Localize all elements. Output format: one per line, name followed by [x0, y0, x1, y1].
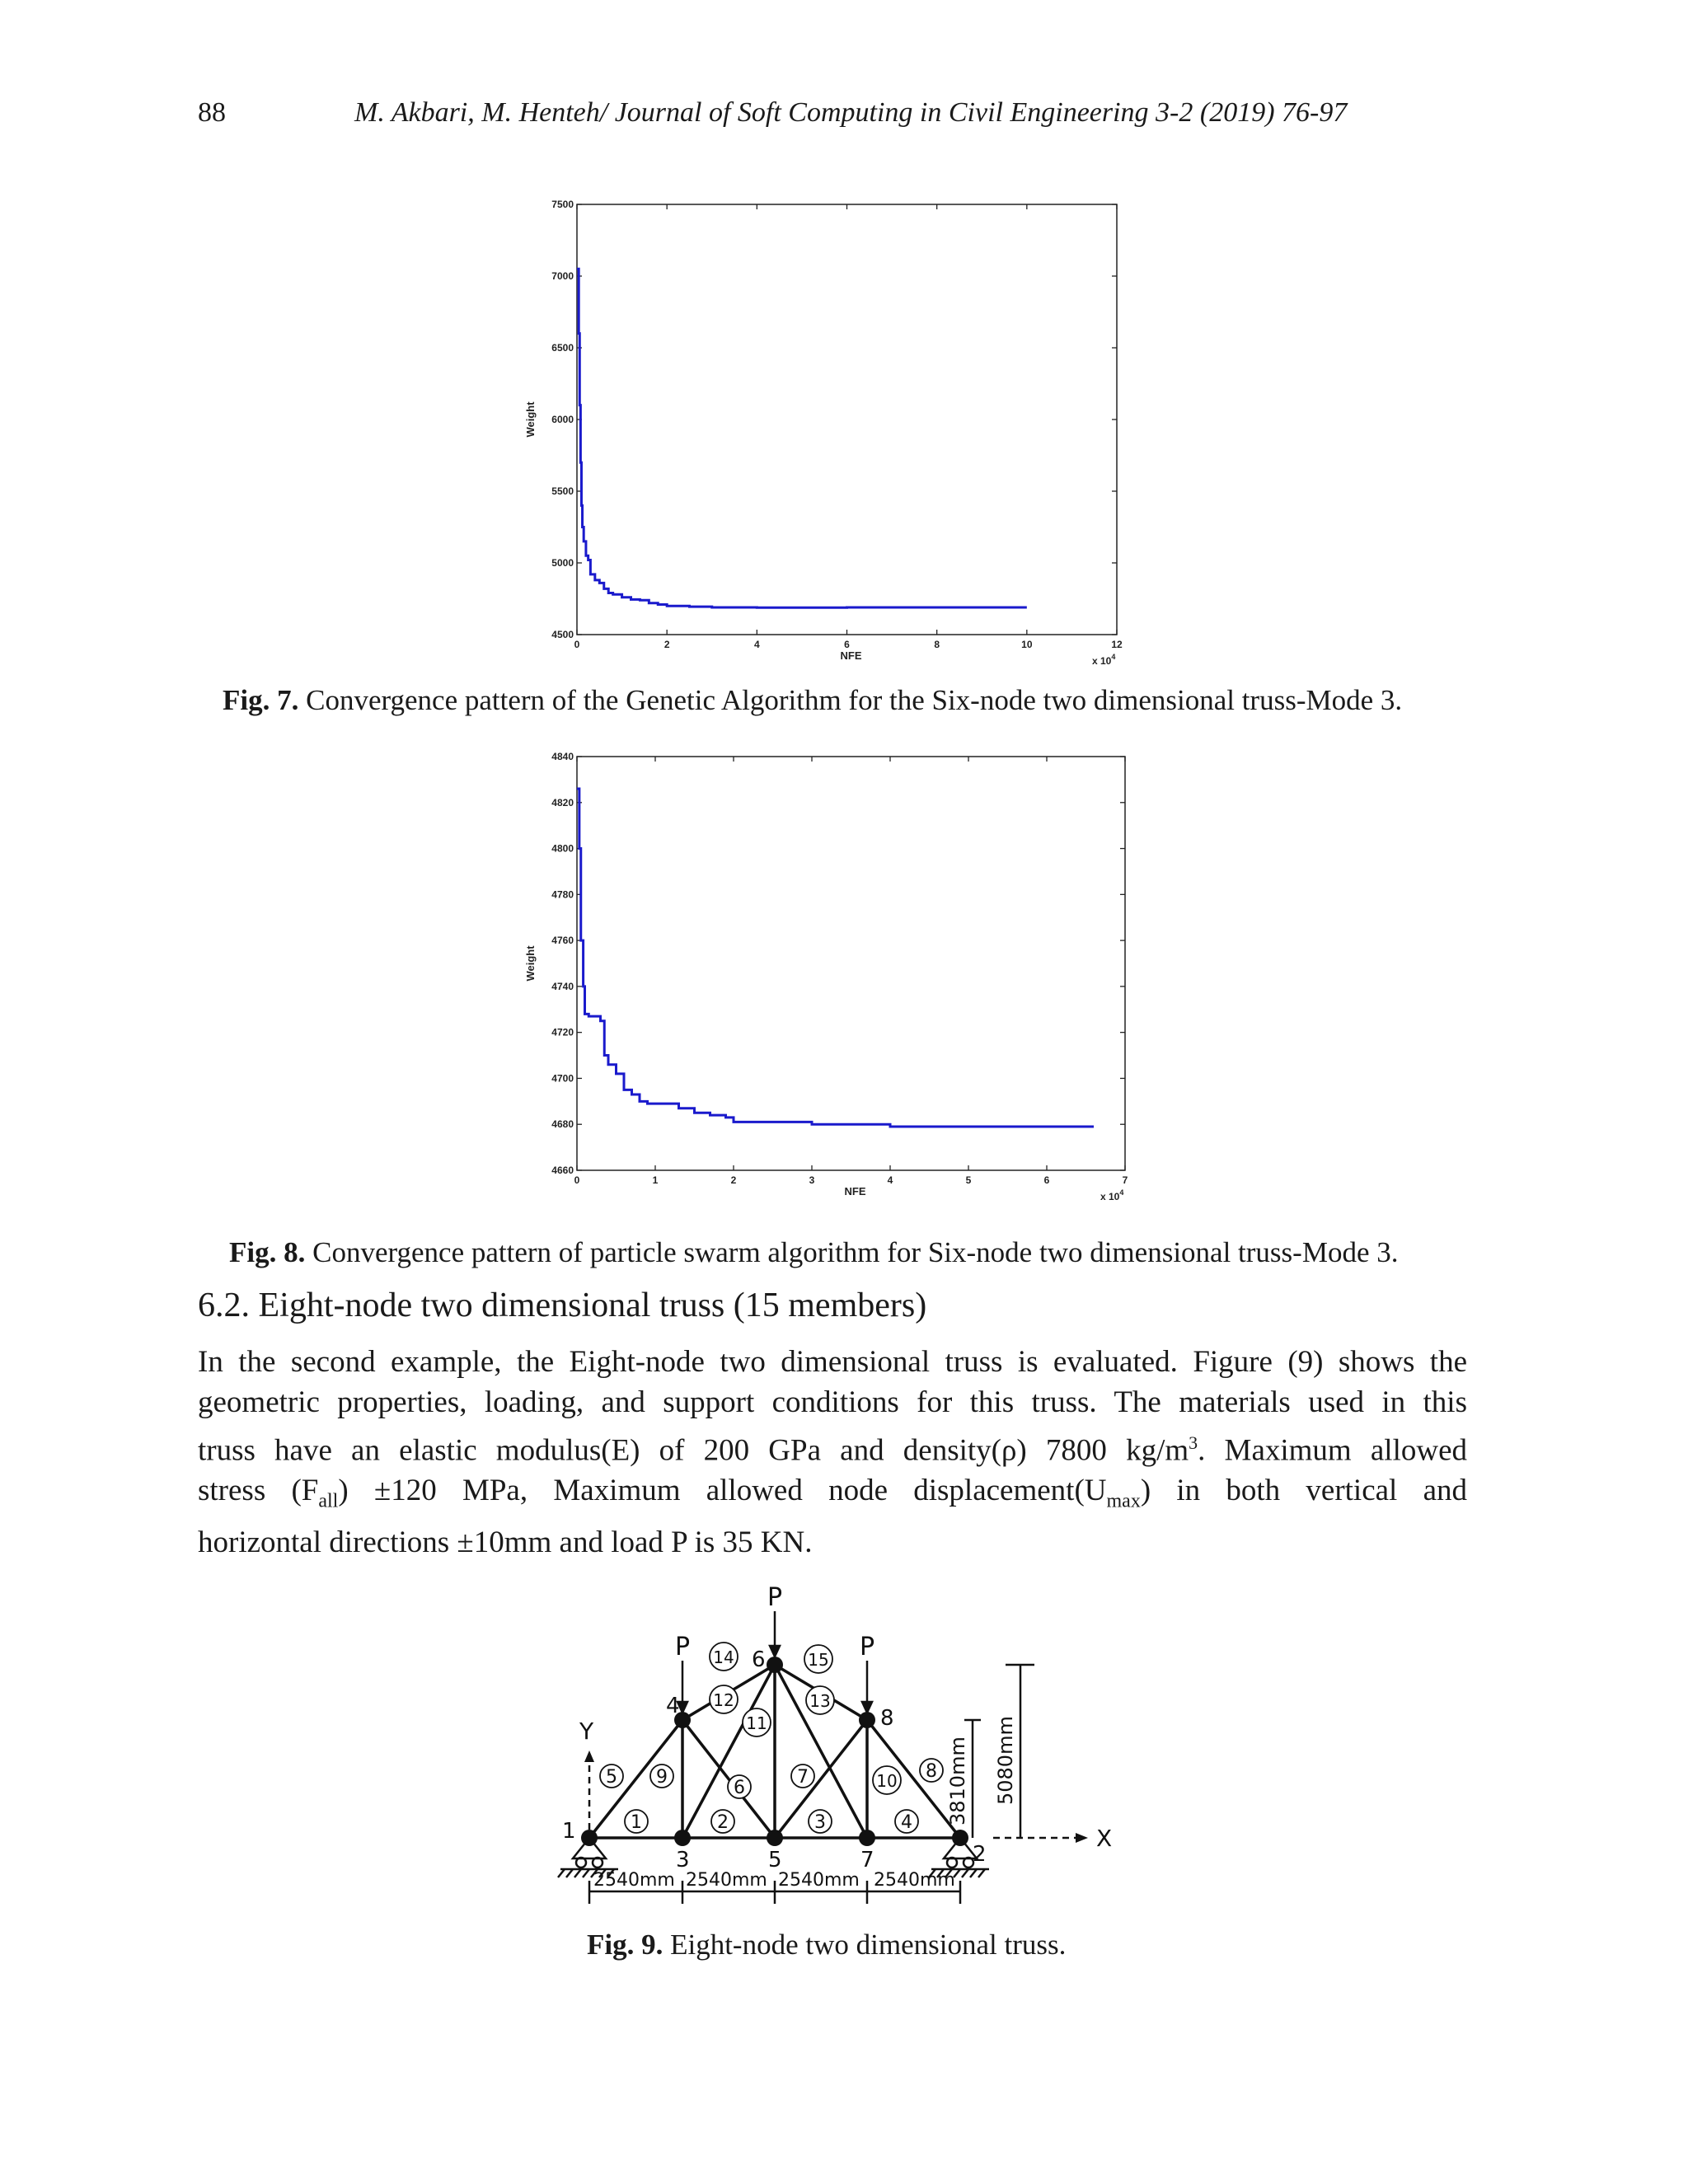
node-label: 4	[666, 1694, 680, 1718]
y-tick-label: 4720	[551, 1026, 574, 1038]
y-tick-label: 7000	[551, 270, 574, 282]
x-tick-label: 4	[887, 1174, 893, 1186]
figure8-caption-text: Convergence pattern of particle swarm algorithm for Six-node two dimensional truss-Mode 3.	[305, 1236, 1399, 1268]
figure7-chart	[511, 190, 1154, 701]
plot-frame	[577, 204, 1117, 635]
node-label: 6	[752, 1647, 766, 1672]
x-multiplier-label: x $10^4$	[1092, 653, 1116, 667]
figure8-chart	[511, 742, 1162, 1236]
section-heading: 6.2. Eight-node two dimensional truss (15 members)	[198, 1286, 927, 1324]
node-label: 3	[676, 1848, 690, 1872]
y-tick-label: 5000	[551, 557, 574, 569]
member-label: 7	[797, 1767, 809, 1788]
convergence-series-line	[577, 789, 1094, 1127]
y-tick-label: 4700	[551, 1072, 574, 1085]
x-tick-label: 0	[574, 1174, 580, 1186]
member-label: 14	[713, 1647, 734, 1667]
x-tick-label: 6	[844, 639, 850, 650]
x-multiplier-label: x $10^4$	[1100, 1188, 1124, 1202]
node-6	[767, 1657, 783, 1673]
span-label: 2540mm	[778, 1870, 860, 1891]
y-tick-label: 4800	[551, 842, 574, 855]
x-tick-label: 8	[934, 639, 940, 650]
member-label: 6	[734, 1778, 745, 1798]
member-label: 2	[717, 1812, 729, 1833]
paragraph-text: stress (F	[198, 1474, 319, 1508]
dimension-label: 5080mm	[994, 1716, 1017, 1805]
paragraph-text: ) ±120 MPa, Maximum allowed node displacement(U	[338, 1474, 1107, 1508]
y-tick-label: 4740	[551, 980, 574, 992]
body-paragraph	[198, 1342, 1467, 1563]
paragraph-line: In the second example, the Eight-node two dimensional truss is evaluated. Figure (9) shows the	[198, 1345, 1467, 1379]
node-label: 7	[860, 1848, 874, 1872]
member-label: 15	[808, 1650, 829, 1670]
member-label: 1	[631, 1812, 642, 1833]
y-tick-label: 4680	[551, 1118, 574, 1131]
member-label: 11	[746, 1713, 767, 1733]
superscript: 3	[1189, 1432, 1198, 1453]
load-label: P	[767, 1583, 783, 1612]
member-label: 10	[876, 1771, 898, 1791]
paragraph-line	[198, 1422, 1467, 1470]
member-label: 4	[901, 1812, 912, 1833]
paragraph-line: geometric properties, loading, and support conditions for this truss. The materials used in this	[198, 1385, 1467, 1419]
running-header: M. Akbari, M. Henteh/ Journal of Soft Computing in Civil Engineering 3-2 (2019) 76-97	[354, 97, 1348, 128]
x-tick-label: 7	[1122, 1174, 1128, 1186]
node-label: 8	[880, 1706, 894, 1731]
x-tick-label: 1	[652, 1174, 659, 1186]
subscript: all	[318, 1490, 339, 1512]
y-tick-label: 5500	[551, 485, 574, 497]
x-tick-label: 4	[753, 639, 760, 650]
x-tick-label: 5	[965, 1174, 972, 1186]
y-tick-label: 7500	[551, 199, 574, 210]
y-tick-label: 4760	[551, 935, 574, 947]
x-tick-label: 6	[1043, 1174, 1050, 1186]
paragraph-text: ) in both vertical and	[1140, 1474, 1467, 1508]
y-tick-label: 4500	[551, 629, 574, 640]
member-label: 8	[926, 1761, 937, 1782]
y-tick-label: 6000	[551, 414, 574, 425]
figure8-caption-label: Fig. 8.	[229, 1236, 306, 1268]
paragraph-text: . Maximum allowed	[1198, 1433, 1467, 1468]
x-tick-label: 3	[809, 1174, 815, 1186]
node-3	[674, 1830, 691, 1846]
figure9-caption-label: Fig. 9.	[587, 1929, 663, 1961]
y-axis-label: Weight	[524, 945, 537, 982]
x-axis-label: NFE	[840, 649, 862, 662]
x-tick-label: 10	[1021, 639, 1033, 650]
x-tick-label: 0	[574, 639, 580, 650]
x-tick-label: 2	[730, 1174, 737, 1186]
load-label: P	[860, 1633, 875, 1661]
node-label: 2	[973, 1842, 987, 1867]
plot-frame	[577, 757, 1125, 1170]
y-tick-label: 4820	[551, 796, 574, 808]
figure7-caption	[223, 684, 1402, 717]
y-axis-label: Weight	[524, 401, 537, 438]
figure8-caption	[229, 1236, 1398, 1269]
member-label: 3	[814, 1812, 826, 1833]
x-axis-label: X	[1096, 1825, 1113, 1852]
figure7-caption-label: Fig. 7.	[223, 684, 299, 716]
y-tick-label: 4660	[551, 1165, 574, 1176]
subscript: max	[1106, 1490, 1141, 1512]
span-label: 2540mm	[874, 1870, 955, 1891]
x-tick-label: 12	[1111, 639, 1123, 650]
member-label: 5	[606, 1767, 617, 1788]
x-axis-label: NFE	[844, 1185, 866, 1197]
y-axis-label: Y	[579, 1718, 594, 1745]
node-label: 5	[768, 1848, 782, 1872]
y-tick-label: 4780	[551, 888, 574, 901]
span-label: 2540mm	[593, 1870, 675, 1891]
node-5	[767, 1830, 783, 1846]
load-label: P	[675, 1633, 691, 1661]
member-label: 12	[713, 1690, 734, 1710]
paragraph-line: horizontal directions ±10mm and load P is 35 KN.	[198, 1525, 813, 1559]
x-tick-label: 2	[663, 639, 670, 650]
paragraph-text: truss have an elastic modulus(E) of 200 GPa and density(ρ) 7800 kg/m	[198, 1433, 1189, 1468]
member-label: 13	[809, 1691, 831, 1711]
dimension-label: 3810mm	[946, 1736, 969, 1825]
figure9-caption-text: Eight-node two dimensional truss.	[663, 1929, 1067, 1961]
figure9-caption	[587, 1929, 1066, 1961]
figure9-truss-diagram	[544, 1574, 1137, 1920]
paragraph-line	[198, 1470, 1467, 1521]
span-label: 2540mm	[686, 1870, 767, 1891]
member-label: 9	[656, 1767, 668, 1788]
node-label: 1	[562, 1819, 576, 1844]
figure7-caption-text: Convergence pattern of the Genetic Algorithm for the Six-node two dimensional truss-Mode 3.	[298, 684, 1403, 716]
y-tick-label: 4840	[551, 751, 574, 762]
page-number: 88	[198, 97, 226, 128]
node-7	[859, 1830, 875, 1846]
convergence-series-line	[577, 269, 1027, 607]
y-tick-label: 6500	[551, 342, 574, 354]
